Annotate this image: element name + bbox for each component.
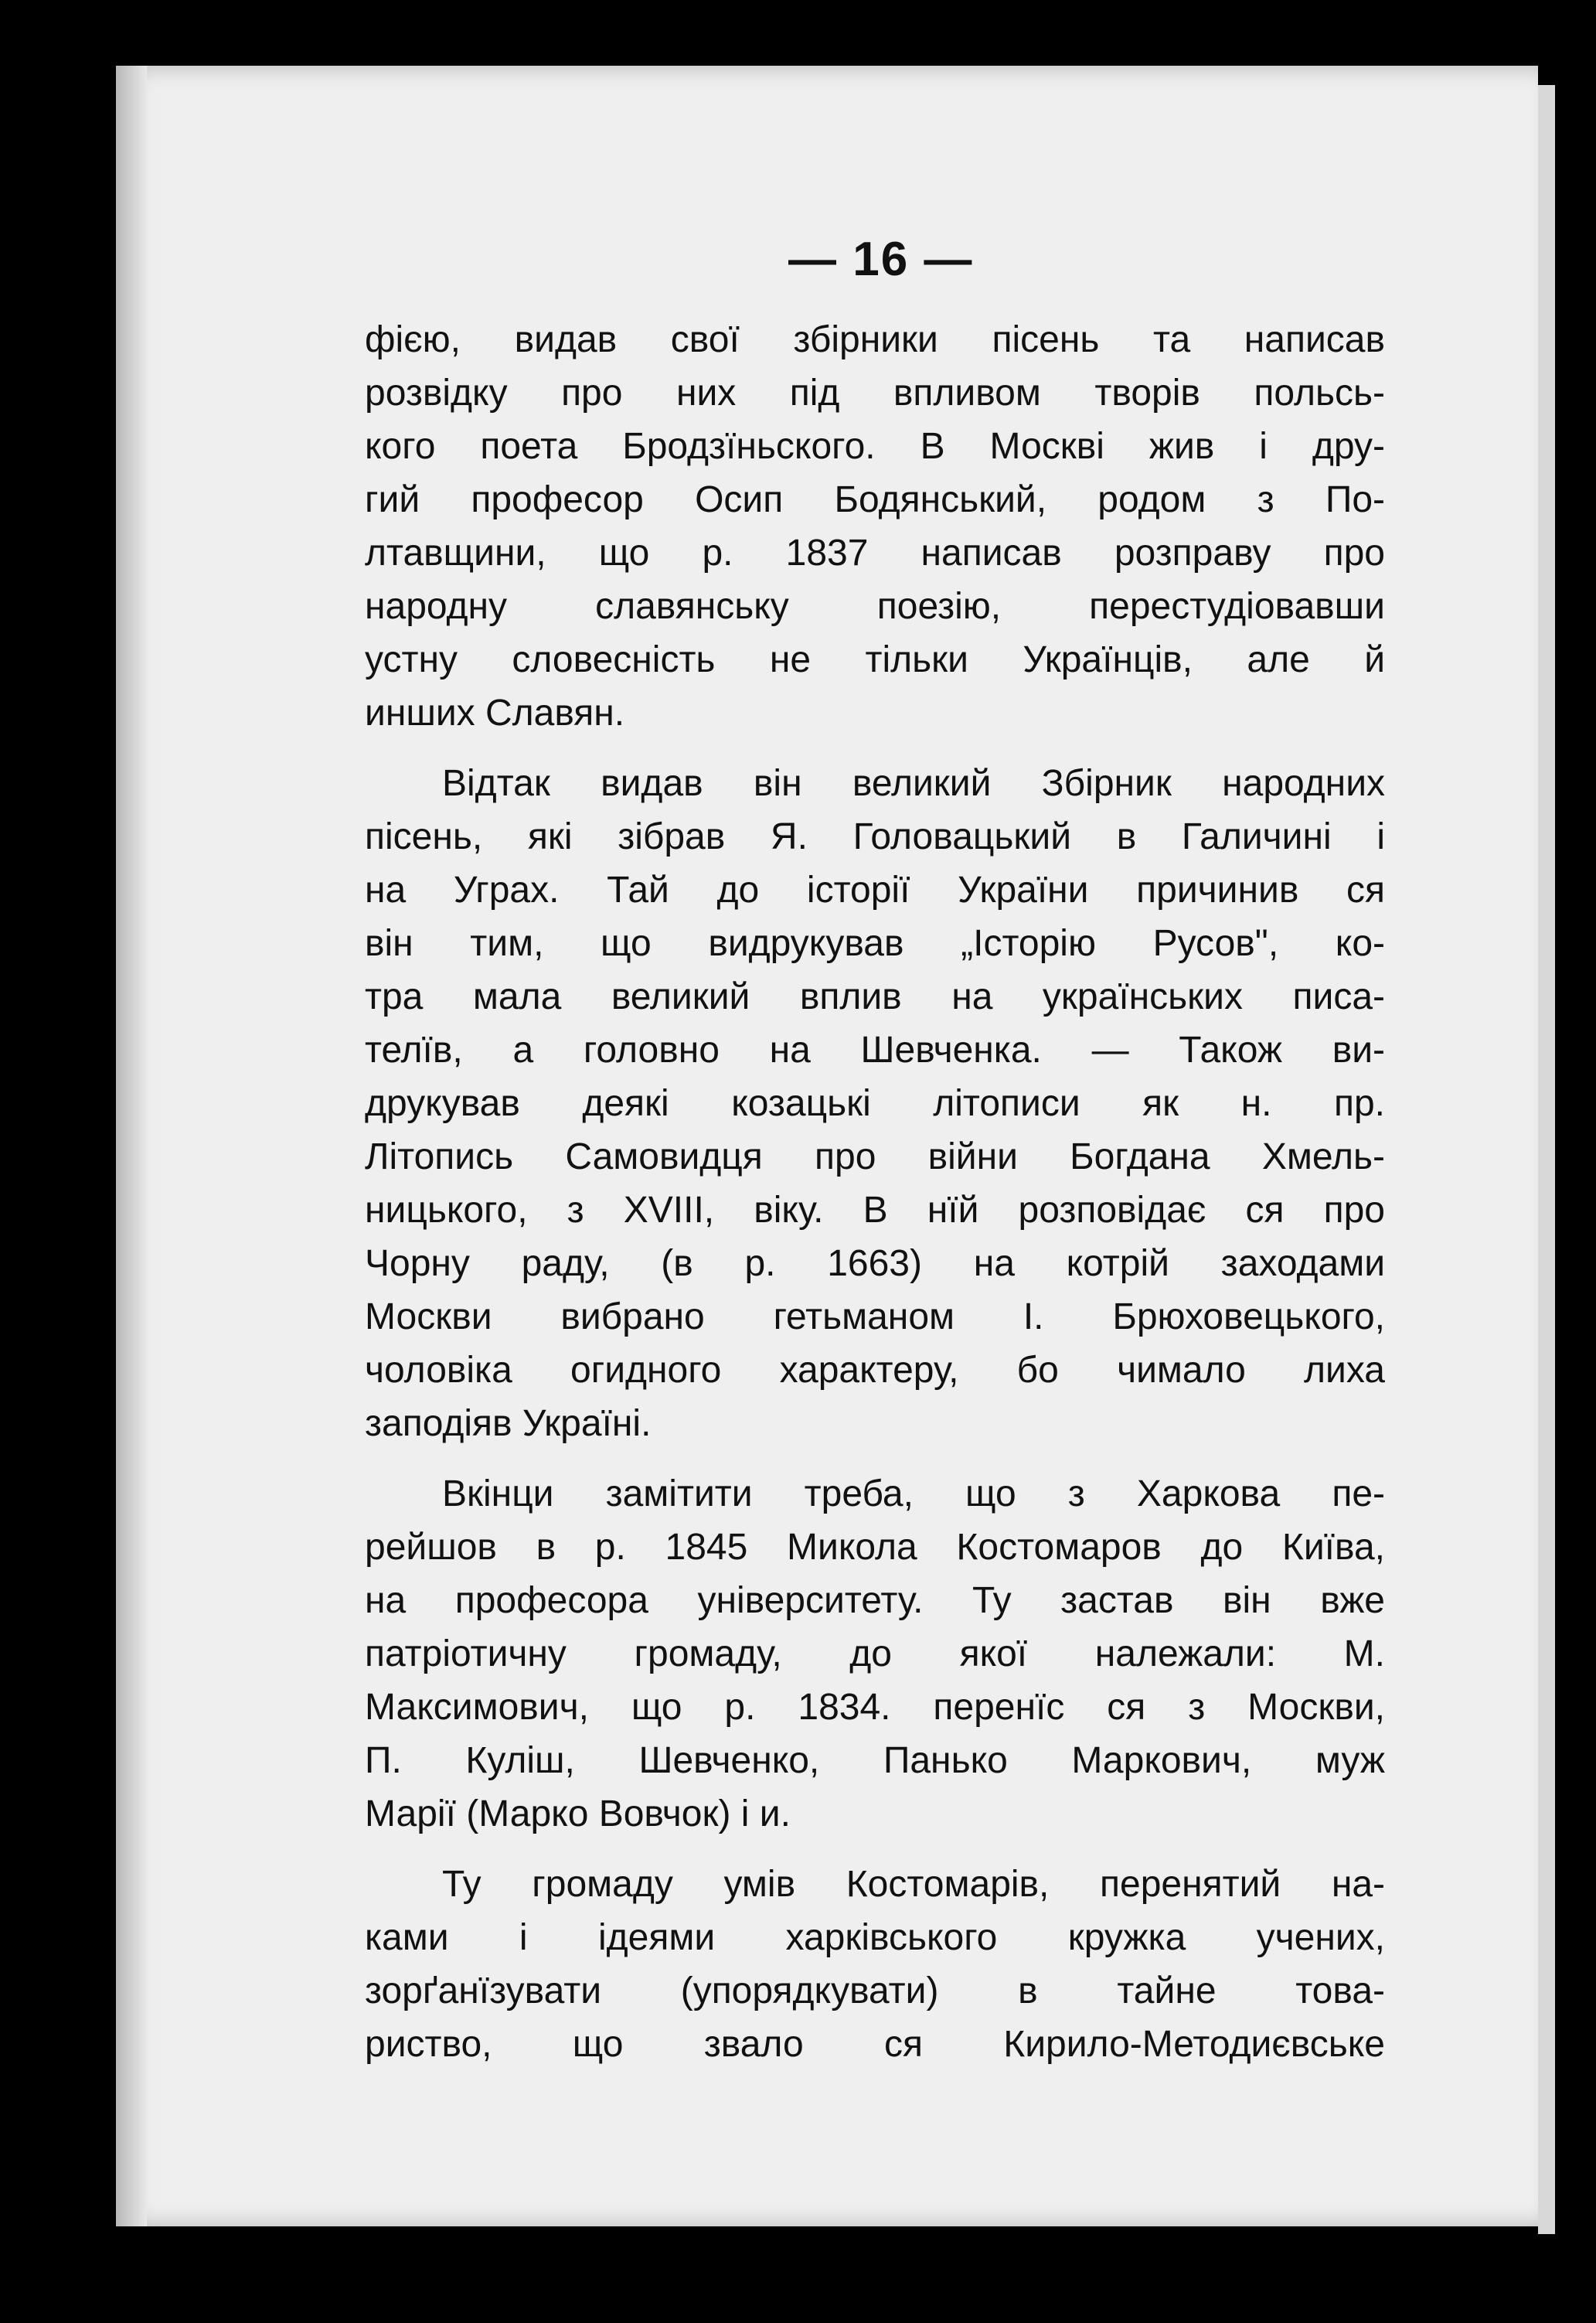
text-line: Чорну раду, (в р. 1663) на котрій заходами [365,1243,1385,1284]
text-line: Вкінци замітити треба, що з Харкова пе- [442,1473,1385,1514]
text-line: лтавщини, що р. 1837 написав розправу про [365,533,1385,574]
text-line: Максимович, що р. 1834. перенїс ся з Москви, [365,1687,1385,1728]
text-line: патріотичну громаду, до якої належали: М. [365,1633,1385,1674]
text-line: пісень, які зібрав Я. Головацький в Галичині і [365,816,1385,857]
text-line: фією, видав свої збірники пісень та написав [365,319,1385,360]
text-line: гий професор Осип Бодянський, родом з По- [365,479,1385,520]
text-line: кого поета Бродзїньского. В Москві жив і дру- [365,426,1385,467]
text-line: Ту громаду умів Костомарів, перенятий на- [442,1864,1385,1905]
text-line: ницького, з XVIII, віку. В нїй розповідає ся про [365,1190,1385,1231]
text-line: тра мала великий вплив на українських писа- [365,976,1385,1017]
text-line: устну словесність не тільки Українців, але й [365,639,1385,680]
text-line: риство, що звало ся Кирило-Методиєвське [365,2024,1385,2065]
text-line: він тим, що видрукував „Історію Русов", ко- [365,923,1385,964]
text-line: заподіяв Україні. [365,1403,652,1444]
text-line: ками і ідеями харківського кружка учених, [365,1917,1385,1958]
text-line: Марії (Марко Вовчок) і и. [365,1793,791,1834]
page-gutter-shadow [116,66,147,2226]
text-line: Москви вибрано гетьманом І. Брюховецького, [365,1296,1385,1337]
text-line: Літопись Самовидця про війни Богдана Хмель- [365,1136,1385,1177]
adjacent-page-edge [1538,85,1555,2234]
text-line: зорґанїзувати (упорядкувати) в тайне това- [365,1970,1385,2011]
text-line: на професора університету. Ту застав він вже [365,1580,1385,1621]
page-number: — 16 — [788,233,974,286]
text-line: народну славянську поезію, перестудіовавши [365,586,1385,627]
text-line: друкував деякі козацькі літописи як н. пр. [365,1083,1385,1124]
text-line: розвідку про них під впливом творів польсь- [365,373,1385,414]
text-line: рейшов в р. 1845 Микола Костомаров до Київа, [365,1527,1385,1568]
text-line: чоловіка огидного характеру, бо чимало лиха [365,1350,1385,1391]
text-line: на Уграх. Тай до історії України причинив ся [365,870,1385,911]
text-line: П. Куліш, Шевченко, Панько Маркович, муж [365,1740,1385,1781]
text-line: инших Славян. [365,693,625,734]
text-line: телїв, а головно на Шевченка. — Також ви- [365,1030,1385,1071]
text-line: Відтак видав він великий Збірник народних [442,763,1385,804]
body-text [365,313,1385,2071]
